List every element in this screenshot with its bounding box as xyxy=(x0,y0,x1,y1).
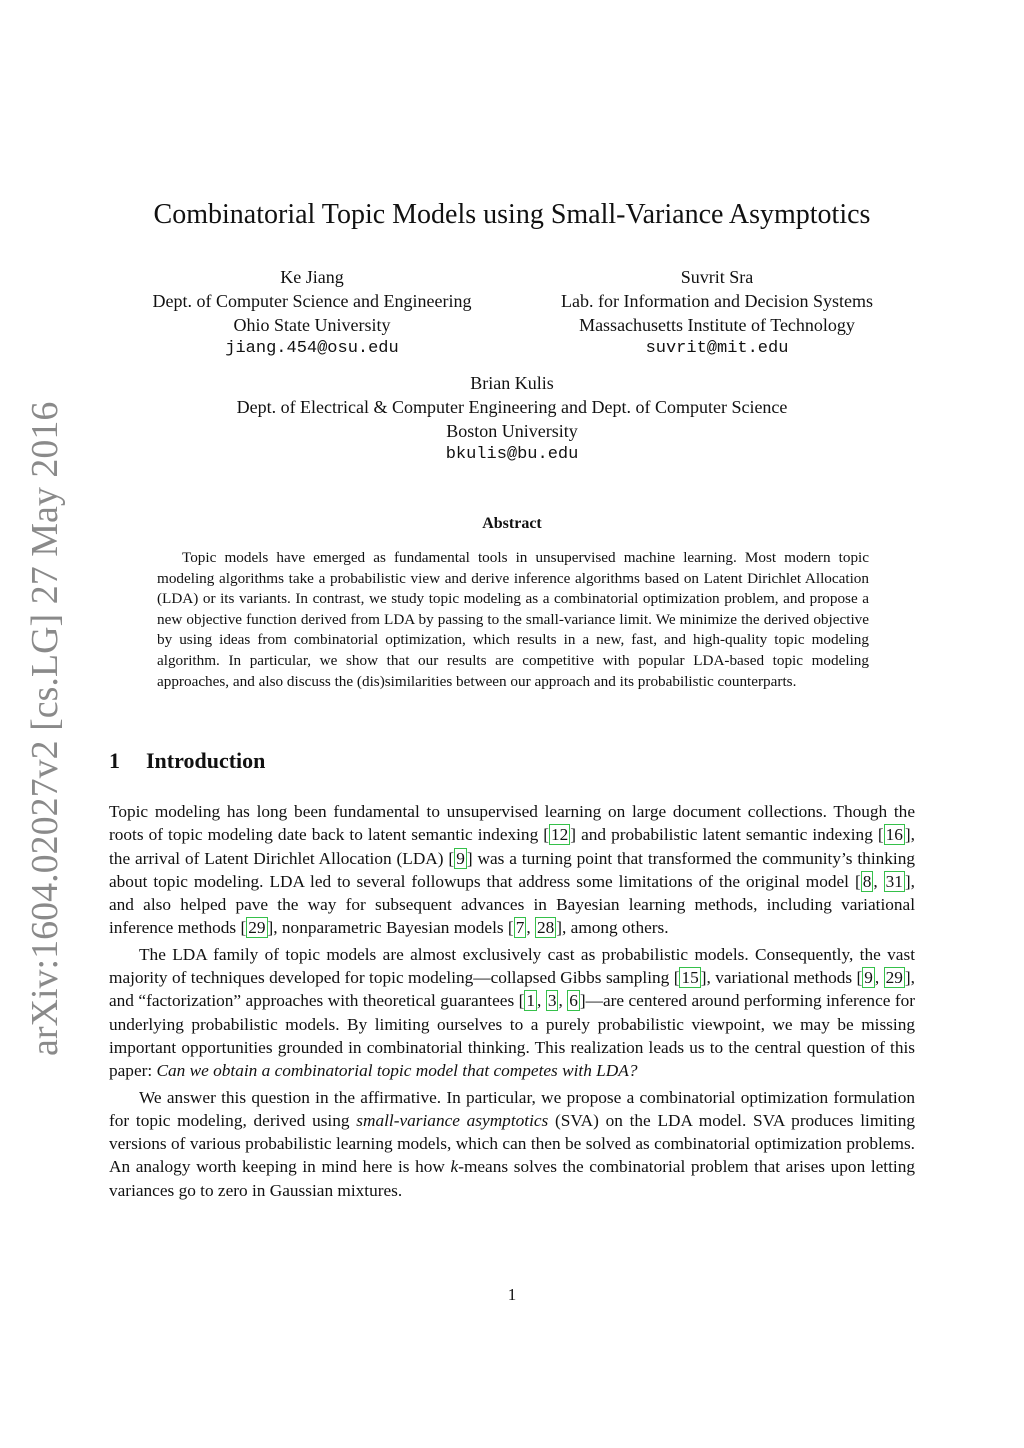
author-name: Suvrit Sra xyxy=(680,267,754,287)
paper-title: Combinatorial Topic Models using Small-Variance Asymptotics xyxy=(153,199,871,230)
citation-link[interactable]: 12 xyxy=(551,825,569,845)
author-email: suvrit@mit.edu xyxy=(645,339,789,358)
author-2 xyxy=(512,265,922,361)
citation-link[interactable]: 29 xyxy=(248,918,266,938)
citation-link[interactable]: 3 xyxy=(547,991,557,1011)
arxiv-identifier: arXiv:1604.02027v2 [cs.LG] 27 May 2016 xyxy=(24,401,66,1056)
body-text xyxy=(109,800,915,1205)
citation-link[interactable]: 29 xyxy=(885,968,903,988)
author-affiliation: Lab. for Information and Decision Systems xyxy=(561,291,873,311)
author-3 xyxy=(112,371,912,467)
citation-link[interactable]: 28 xyxy=(536,918,555,938)
author-institution: Massachusetts Institute of Technology xyxy=(579,315,855,335)
citation-link[interactable]: 31 xyxy=(885,871,903,891)
section-title: Introduction xyxy=(146,748,266,773)
abstract-text: Topic models have emerged as fundamental tools in unsupervised machine learning. Most modern topic modeling algorithms take a probabilistic view and derive inference algorithms based on Latent Dirichlet Allocation (LDA) or its variants. In contrast, we study topic modeling as a combinatorial optimization problem, and propose a new objective function derived from LDA by passing to the small-variance limit. We minimize the derived objective by using ideas from combinatorial optimization, which results in a new, fast, and high-quality topic modeling algorithm. In particular, we show that our results are competitive with popular LDA-based topic modeling approaches, and also discuss the (dis)similarities between our approach and its probabilistic counterparts. xyxy=(157,549,869,690)
author-institution: Boston University xyxy=(446,421,578,441)
section-heading xyxy=(109,748,265,774)
paragraph-3: We answer this question in the affirmative. In particular, we propose a combinatorial optimization formulation for topic modeling, derived using small-variance asymptotics (SVA) on the LDA model. SVA produces limiting versions of various probabilistic learning models, which can then be solved as combinatorial optimization problems. An analogy worth keeping in mind here is how k-means solves the combinatorial problem that arises upon letting variances go to zero in Gaussian mixtures. xyxy=(109,1087,915,1200)
author-affiliation: Dept. of Computer Science and Engineering xyxy=(152,291,472,311)
author-1 xyxy=(112,265,512,361)
central-question: Can we obtain a combinatorial topic model that competes with LDA? xyxy=(156,1061,638,1081)
paragraph-2: The LDA family of topic models are almost exclusively cast as probabilistic models. Consequently, the vast majority of techniques developed for topic modeling—collapsed Gibbs sampling [ 15 ], variational methods [ 9 , 29 ], and “factorization” approaches with theoretical guarantees [ 1 , 3 , 6 ]—are centered around performing inference for underlying probabilistic models. By limiting ourselves to a purely probabilistic viewpoint, we may be missing important opportunities grounded in combinatorial thinking. This realization leads us to the central question of this paper: Can we obtain a combinatorial topic model that competes with LDA? xyxy=(109,944,916,1081)
citation-link[interactable]: 9 xyxy=(456,848,465,868)
citation-link[interactable]: 8 xyxy=(862,871,872,891)
section-number: 1 xyxy=(109,748,120,773)
paragraph-1: Topic modeling has long been fundamental to unsupervised learning on large document collections. Though the roots of topic modeling date back to latent semantic indexing [ 12 ] and probabilistic latent semantic indexing [ 16 ], the arrival of Latent Dirichlet Allocation (LDA) [ 9 ] was a turning point that transformed the community’s thinking about topic modeling. LDA led to several followups that address some limitations of the original model [ 8 , 31 ], and also helped pave the way for subsequent advances in Bayesian learning methods, including variational inference methods [ 29 ], nonparametric Bayesian models [ 7 , 28 ], among others. xyxy=(109,802,915,938)
citation-link[interactable]: 7 xyxy=(515,918,525,938)
author-name: Ke Jiang xyxy=(280,267,344,287)
citation-link[interactable]: 15 xyxy=(681,968,699,988)
author-affiliation: Dept. of Electrical & Computer Engineering and Dept. of Computer Science xyxy=(236,397,788,417)
citation-link[interactable]: 16 xyxy=(885,825,903,845)
author-institution: Ohio State University xyxy=(233,315,391,335)
emphasis-sva: small-variance asymptotics xyxy=(356,1110,549,1130)
citation-link[interactable]: 9 xyxy=(864,968,873,988)
citation-link[interactable]: 6 xyxy=(569,991,578,1011)
math-k: k xyxy=(450,1157,459,1177)
author-email: bkulis@bu.edu xyxy=(445,445,579,464)
author-name: Brian Kulis xyxy=(470,373,554,393)
page-number: 1 xyxy=(507,1285,517,1304)
abstract-heading: Abstract xyxy=(482,515,542,532)
author-email: jiang.454@osu.edu xyxy=(225,339,399,358)
citation-link[interactable]: 1 xyxy=(526,991,536,1011)
